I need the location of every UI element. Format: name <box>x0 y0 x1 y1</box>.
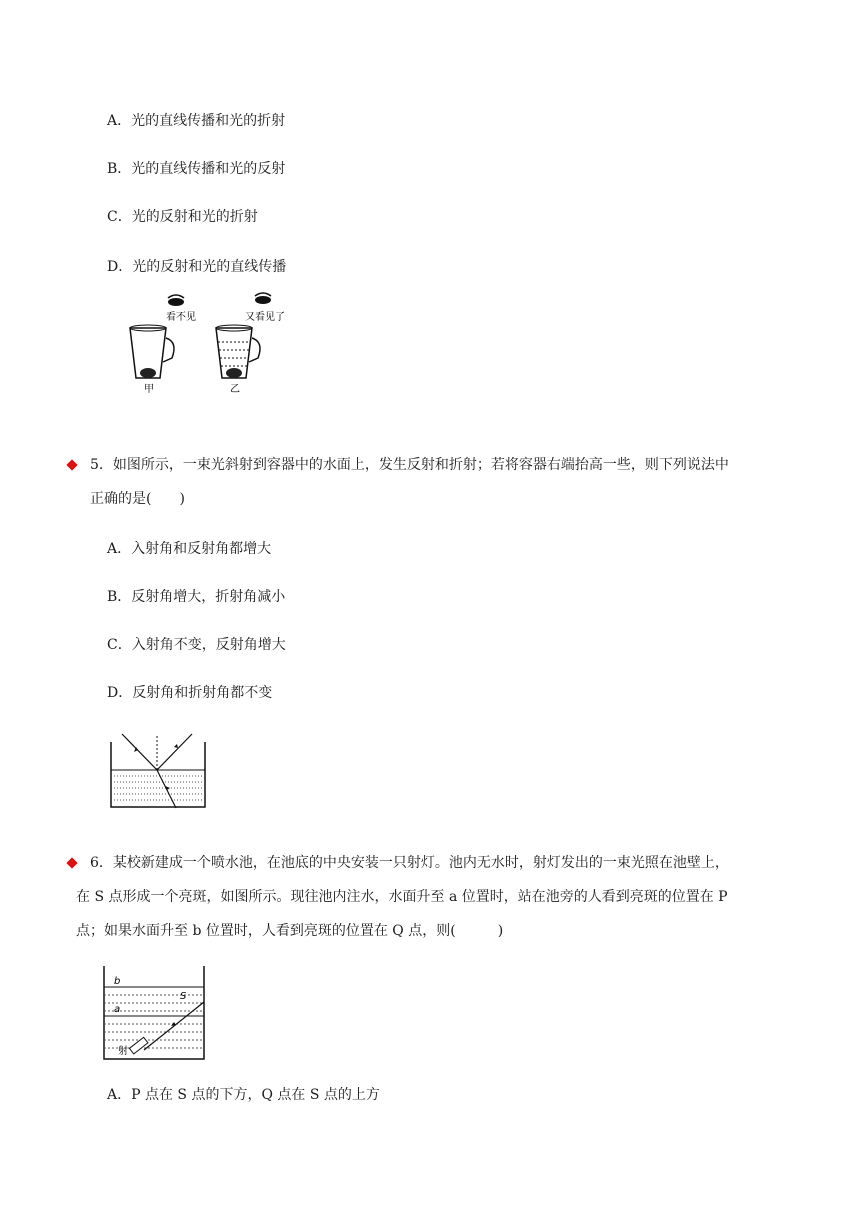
q6-stem-line3: 点；如果水面升至 b 位置时，人看到亮斑的位置在 Q 点，则( ) <box>76 923 504 939</box>
reflected-ray <box>157 734 192 770</box>
question-bullet-icon <box>66 857 77 868</box>
q6-option-a: A．P 点在 S 点的下方，Q 点在 S 点的上方 <box>107 1087 380 1103</box>
container <box>111 742 205 807</box>
cup-right <box>216 325 260 378</box>
label-s: S <box>180 991 187 1002</box>
q4-option-a: A．光的直线传播和光的折射 <box>107 113 286 129</box>
light-ray <box>144 1002 204 1050</box>
q6-pool-figure <box>100 964 210 1062</box>
q5-option-a: A．入射角和反射角都增大 <box>107 541 272 557</box>
label-jia: 甲 <box>144 384 154 395</box>
label-see-again: 又看见了 <box>245 312 285 323</box>
q4-option-c: C．光的反射和光的折射 <box>107 209 258 225</box>
label-yi: 乙 <box>230 384 240 395</box>
q5-refraction-figure <box>108 730 208 810</box>
water <box>111 770 205 800</box>
q6-stem-line1: 6．某校新建成一个喷水池，在池底的中央安装一只射灯。池内无水时，射灯发出的一束光照在池壁上， <box>90 855 729 871</box>
label-b: b <box>114 976 121 987</box>
label-lamp: 射 <box>118 1046 128 1057</box>
q5-stem-line1: 5．如图所示，一束光斜射到容器中的水面上，发生反射和折射；若将容器右端抬高一些，则下列说法中 <box>90 457 729 473</box>
q6-stem-line2: 在 S 点形成一个亮斑，如图所示。现往池内注水，水面升至 a 位置时，站在池旁的人看到亮斑的位置在 P <box>76 889 728 905</box>
q5-option-c: C．入射角不变，反射角增大 <box>107 637 286 653</box>
refracted-ray <box>157 770 176 808</box>
question-bullet-icon <box>66 459 77 470</box>
q5-option-b: B．反射角增大，折射角减小 <box>107 589 286 605</box>
label-a: a <box>114 1004 121 1015</box>
q4-cups-figure <box>120 290 310 395</box>
eye-icon <box>255 293 271 304</box>
eye-icon <box>168 295 184 306</box>
q5-stem-line2: 正确的是( ) <box>90 491 185 507</box>
q5-option-d: D．反射角和折射角都不变 <box>107 685 273 701</box>
q4-option-d: D．光的反射和光的直线传播 <box>107 259 287 275</box>
q4-option-b: B．光的直线传播和光的反射 <box>107 161 286 177</box>
incident-ray <box>122 734 157 770</box>
cup-left <box>130 325 174 378</box>
label-cannot-see: 看不见 <box>166 312 196 323</box>
